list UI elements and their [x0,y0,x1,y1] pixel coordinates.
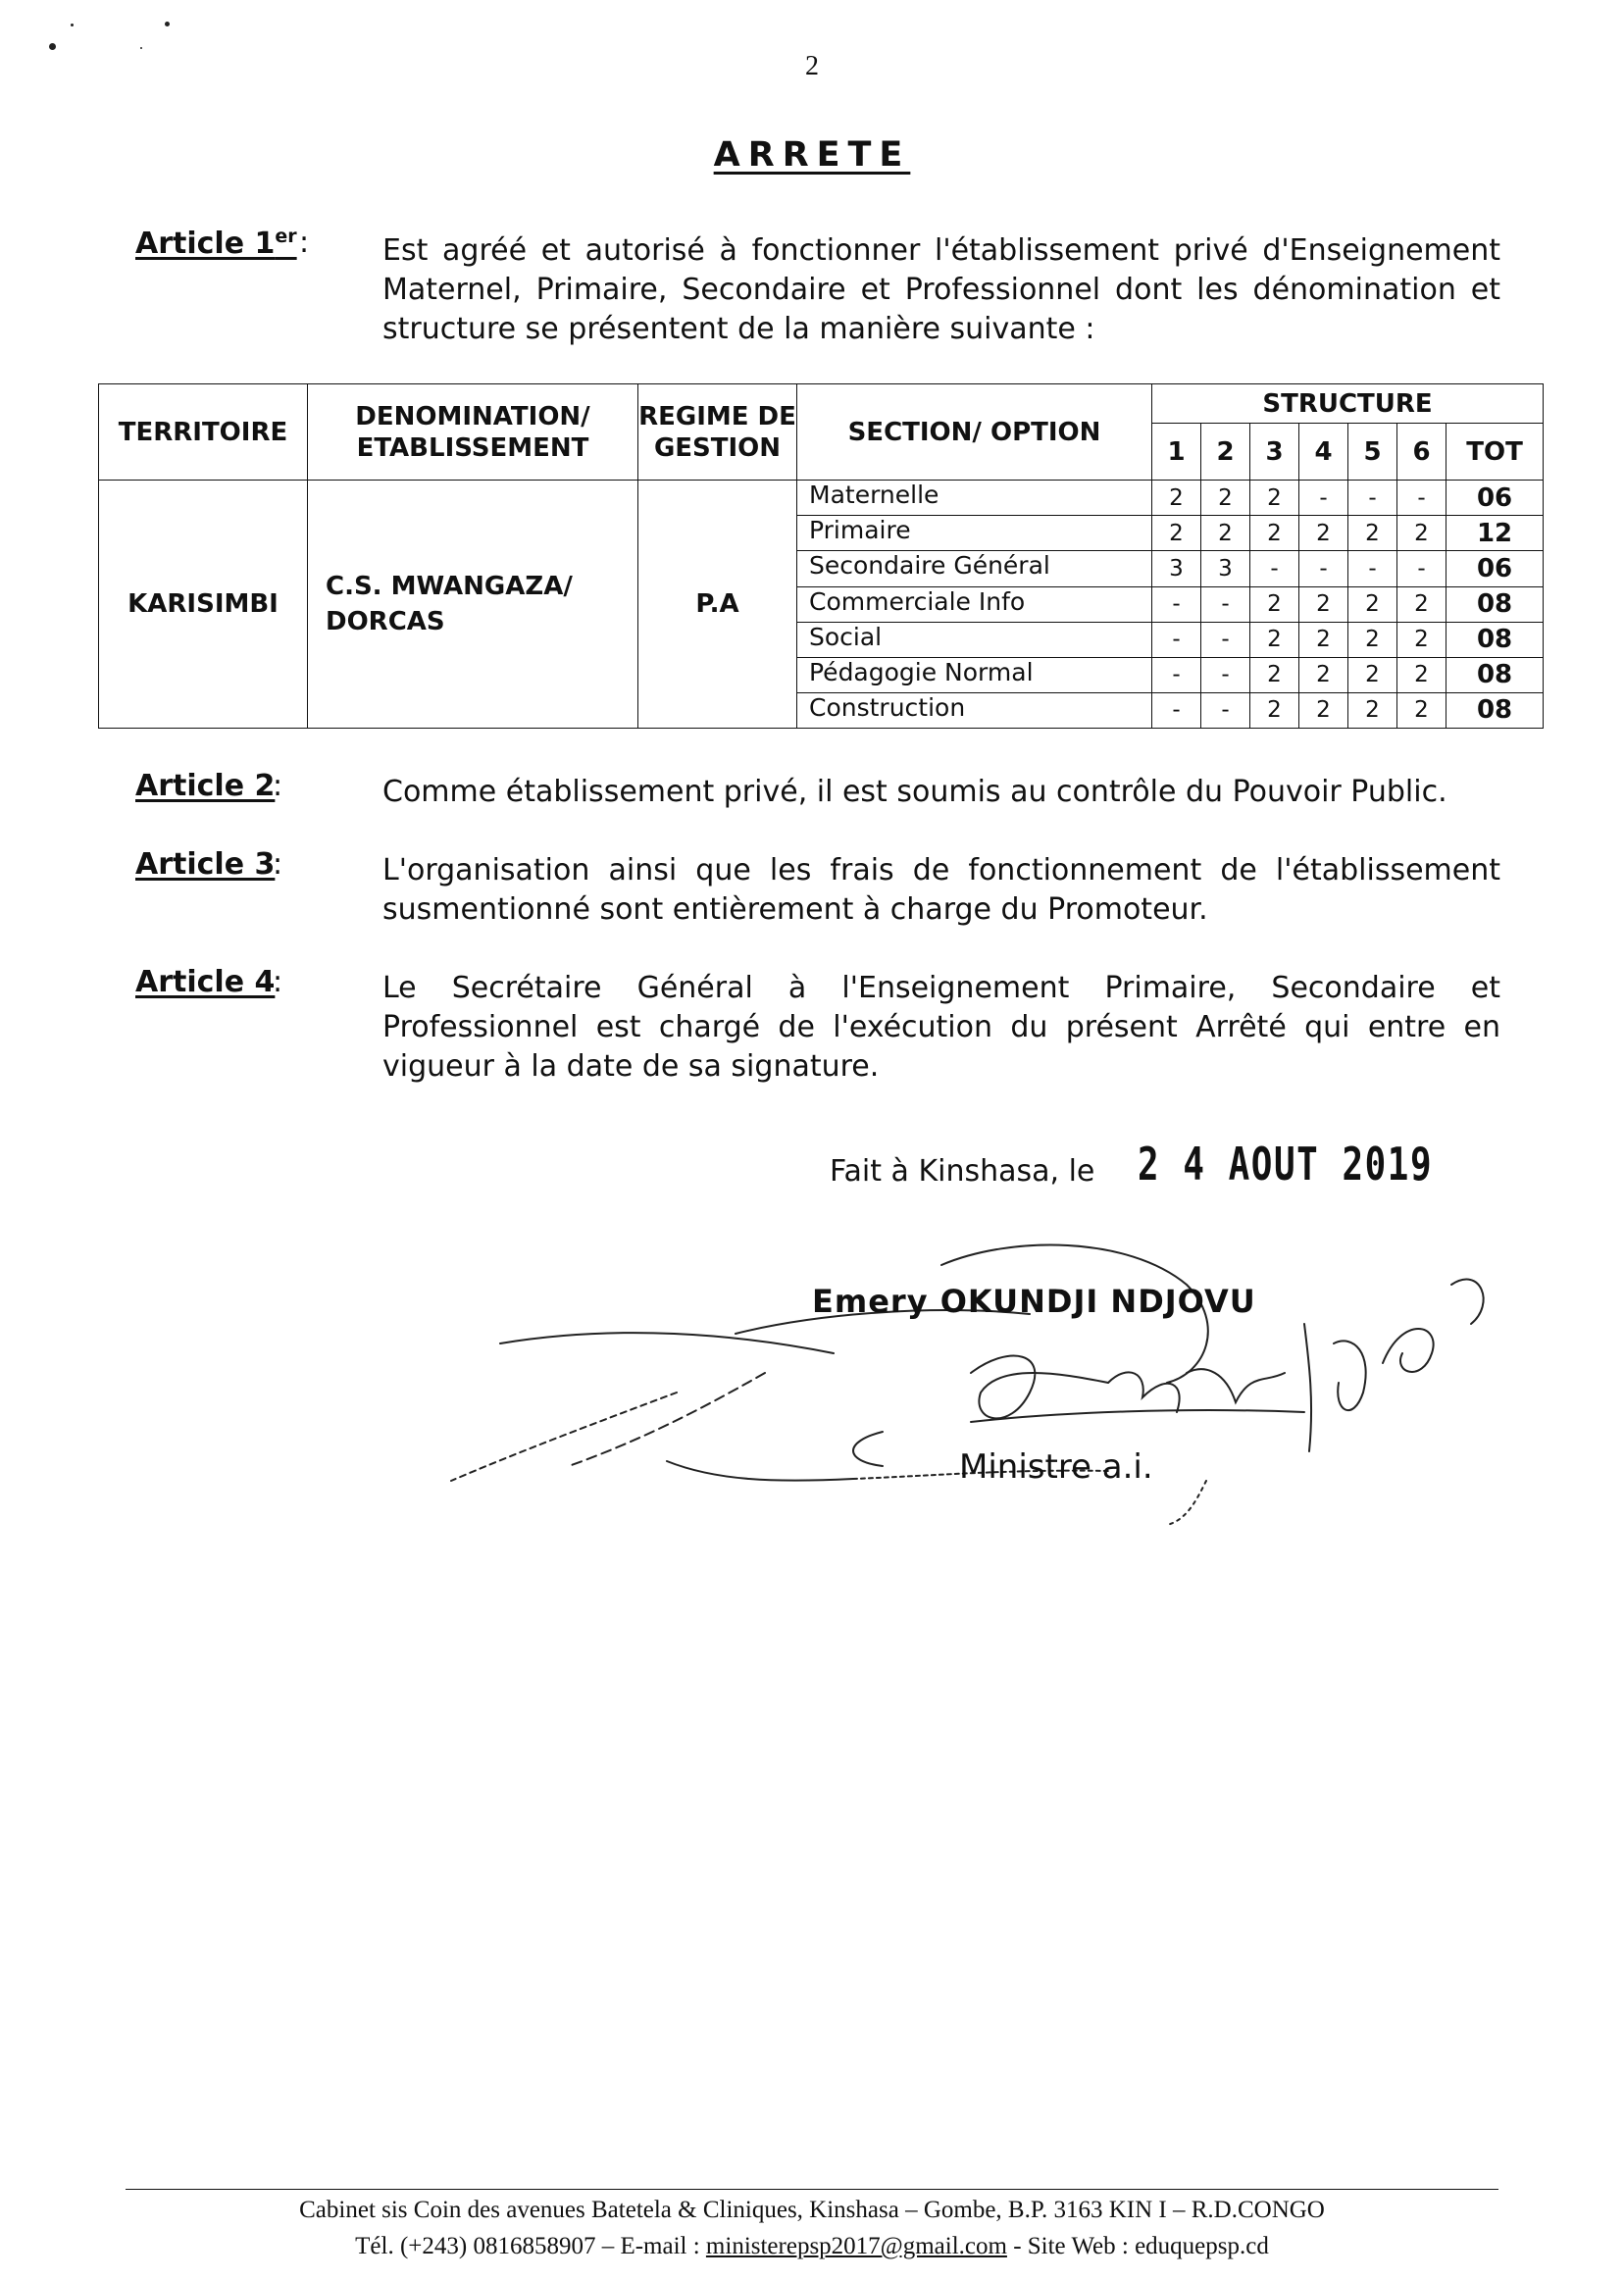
place-date-prefix: Fait à Kinshasa, le [830,1154,1095,1189]
value-cell: 3 [1201,551,1250,586]
header-structure: STRUCTURE [1152,384,1544,424]
denomination-cell: C.S. MWANGAZA/ DORCAS [308,481,638,729]
value-cell: - [1348,551,1397,586]
section-cell: Construction [797,692,1152,728]
footer-contact: Tél. (+243) 0816858907 – E-mail : ministerepsp2017@gmail.com - Site Web : eduquepsp.cd [355,2233,1269,2259]
value-cell: 2 [1250,692,1299,728]
value-cell: 2 [1397,657,1446,692]
value-cell: 2 [1152,516,1201,551]
table-row [99,481,1544,516]
value-cell: - [1348,481,1397,516]
article-4-text: Le Secrétaire Général à l'Enseignement Primaire, Secondaire et Professionnel est chargé de l'exécution du présent Arrêté qui entre en vigueur à la date de sa signature. [382,971,1500,1084]
article-2-label: Article 2 [135,769,276,803]
value-cell: - [1299,481,1348,516]
value-cell: - [1152,586,1201,622]
value-cell: - [1250,551,1299,586]
total-cell: 12 [1446,516,1544,551]
section-cell: Secondaire Général [797,551,1152,586]
footer-divider [126,2189,1498,2190]
value-cell: 2 [1299,657,1348,692]
article-4-colon: : [273,965,283,999]
value-cell: 2 [1348,622,1397,657]
section-cell: Social [797,622,1152,657]
value-cell: 2 [1250,516,1299,551]
document-title: ARRETE [713,135,911,175]
value-cell: 2 [1201,516,1250,551]
value-cell: 3 [1152,551,1201,586]
article-2-text: Comme établissement privé, il est soumis au contrôle du Pouvoir Public. [382,775,1447,809]
value-cell: - [1201,586,1250,622]
header-year-1: 1 [1152,424,1201,481]
section-cell: Commerciale Info [797,586,1152,622]
article-3-label: Article 3 [135,847,276,882]
article-3-colon: : [273,847,283,882]
footer-email-link[interactable]: ministerepsp2017@gmail.com [705,2233,1007,2259]
value-cell: 2 [1348,657,1397,692]
article-1-colon: : [299,226,310,260]
header-year-3: 3 [1250,424,1299,481]
value-cell: - [1201,657,1250,692]
article-4-label: Article 4 [135,965,276,999]
value-cell: 2 [1397,586,1446,622]
value-cell: 2 [1299,586,1348,622]
value-cell: 2 [1299,692,1348,728]
value-cell: 2 [1201,481,1250,516]
header-year-2: 2 [1201,424,1250,481]
value-cell: 2 [1397,516,1446,551]
article-2-colon: : [273,769,283,803]
header-year-4: 4 [1299,424,1348,481]
structure-table [98,383,1544,729]
article-1-label: Article 1er [135,226,297,261]
value-cell: - [1201,622,1250,657]
signer-name: Emery OKUNDJI NDJOVU [812,1283,1256,1320]
total-cell: 08 [1446,657,1544,692]
value-cell: 2 [1348,516,1397,551]
value-cell: - [1299,551,1348,586]
page-number: 2 [805,51,819,81]
value-cell: 2 [1250,586,1299,622]
header-year-6: 6 [1397,424,1446,481]
article-3-text: L'organisation ainsi que les frais de fonctionnement de l'établissement susmentionné sont entièrement à charge du Promoteur. [382,853,1500,927]
value-cell: 2 [1250,657,1299,692]
total-cell: 06 [1446,481,1544,516]
stamped-date: 2 4 AOUT 2019 [1138,1138,1434,1191]
signer-role: Ministre a.i. [959,1447,1153,1487]
value-cell: - [1152,657,1201,692]
value-cell: - [1397,481,1446,516]
value-cell: - [1201,692,1250,728]
value-cell: 2 [1250,622,1299,657]
value-cell: 2 [1152,481,1201,516]
header-territoire: TERRITOIRE [99,384,308,481]
header-section: SECTION/ OPTION [797,384,1152,481]
value-cell: 2 [1299,622,1348,657]
total-cell: 06 [1446,551,1544,586]
section-cell: Pédagogie Normal [797,657,1152,692]
value-cell: 2 [1348,586,1397,622]
article-1-text: Est agréé et autorisé à fonctionner l'établissement privé d'Enseignement Maternel, Primaire, Secondaire et Professionnel dont les dénomination et structure se présentent de la manière suivante : [382,233,1500,346]
section-cell: Primaire [797,516,1152,551]
value-cell: - [1397,551,1446,586]
header-year-5: 5 [1348,424,1397,481]
total-cell: 08 [1446,622,1544,657]
section-cell: Maternelle [797,481,1152,516]
footer-address: Cabinet sis Coin des avenues Batetela & Cliniques, Kinshasa – Gombe, B.P. 3163 KIN I – R.D.CONGO [299,2197,1325,2223]
territoire-cell: KARISIMBI [99,481,308,729]
header-regime: REGIME DE GESTION [638,384,797,481]
value-cell: 2 [1397,692,1446,728]
header-denomination: DENOMINATION/ ETABLISSEMENT [308,384,638,481]
total-cell: 08 [1446,586,1544,622]
value-cell: 2 [1299,516,1348,551]
value-cell: 2 [1250,481,1299,516]
value-cell: 2 [1397,622,1446,657]
header-total: TOT [1446,424,1544,481]
value-cell: - [1152,622,1201,657]
value-cell: 2 [1348,692,1397,728]
regime-cell: P.A [638,481,797,729]
value-cell: - [1152,692,1201,728]
total-cell: 08 [1446,692,1544,728]
